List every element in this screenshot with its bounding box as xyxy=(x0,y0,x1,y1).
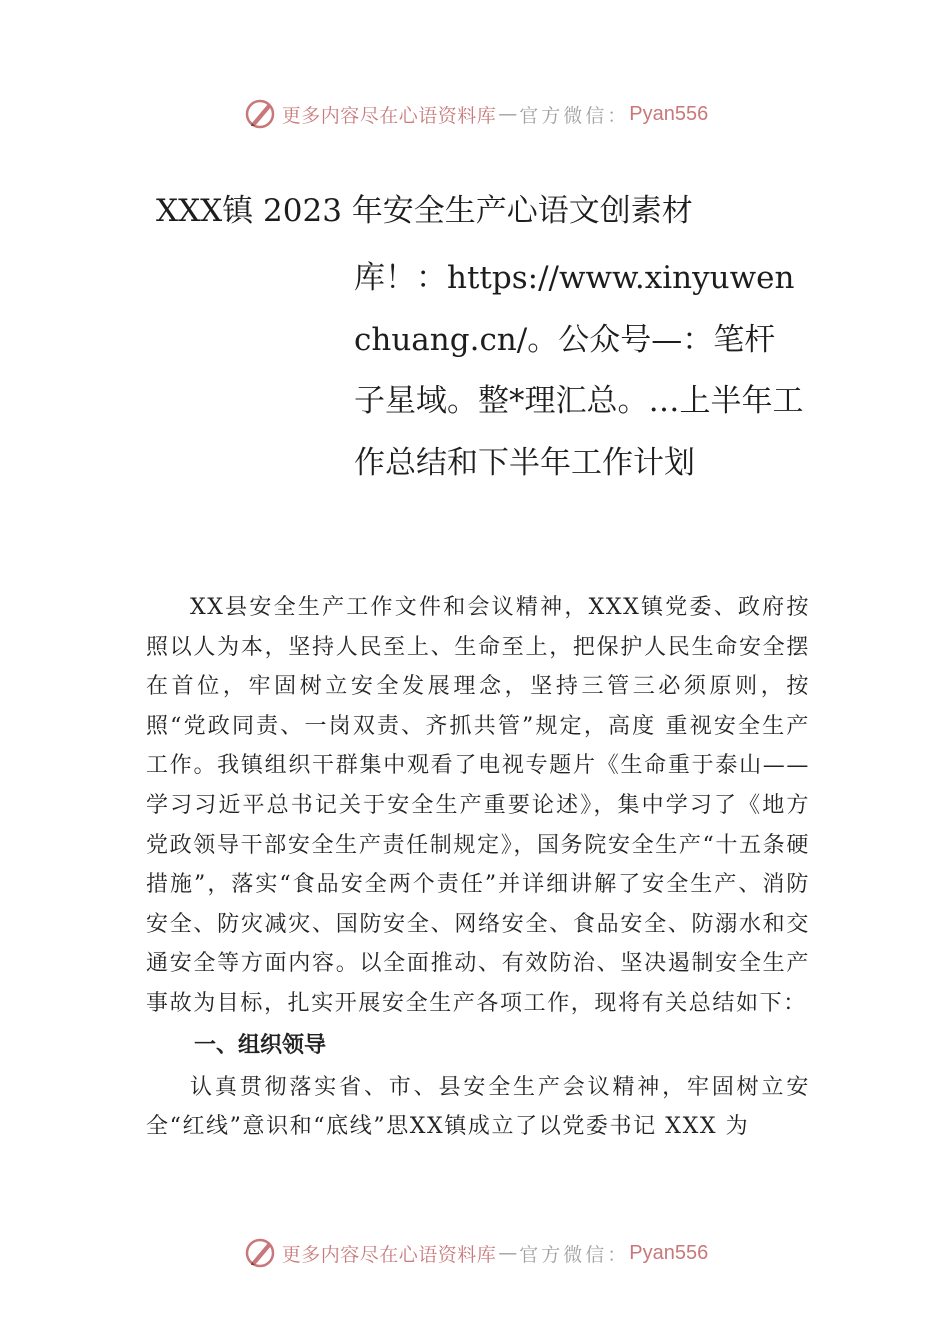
section-heading: 一、组织领导 xyxy=(194,1032,327,1058)
footer-banner xyxy=(0,1233,950,1273)
body-paragraph: 认真贯彻落实省、市、县安全生产会议精神，牢固树立安全“红线”意识和“底线”思XX镇成立了以党委书记 XXX 为 xyxy=(146,1074,810,1140)
pen-logo-icon xyxy=(242,1235,278,1271)
document-title: XXX镇 2023 年安全生产心语文创素材 xyxy=(156,193,693,229)
document-title-continuation: 库！：https://www.xinyuwenchuang.cn/。公众号—：笔杆子星域。整*理汇总。…上半年工作总结和下半年工作计划 xyxy=(354,260,804,481)
banner-separator: — xyxy=(498,1242,518,1264)
banner-separator: — xyxy=(498,103,518,125)
banner-text: 更多内容尽在心语资料库 xyxy=(281,1243,497,1266)
body-paragraph: XX县安全生产工作文件和会议精神，XXX镇党委、政府按照以人为本，坚持人民至上、生命至上，把保护人民生命安全摆在首位，牢固树立安全发展理念，坚持三管三必须原则，按照“党政同责、一岗双责、齐抓共管”规定，高度 重视安全生产工作。我镇组织干群集中观看了电视专题片《生命重于泰山——学习习近平总书记关于安全生产重要论述》，集中学习了《地方党政领导干部安全生产责任制规定》，国务院安全生产“十五条硬措施”，落实“食品安全两个责任”并详细讲解了安全生产、消防安全、防灾减灾、国防安全、网络安全、食品安全、防溺水和交通安全等方面内容。以全面推动、有效防治、坚决遏制安全生产事故为目标，扎实开展安全生产各项工作，现将有关总结如下： xyxy=(146,595,810,1016)
header-banner xyxy=(0,94,950,134)
wechat-label: 官方微信： xyxy=(519,104,630,127)
wechat-label: 官方微信： xyxy=(519,1243,630,1266)
wechat-id: Pyan556 xyxy=(629,1241,709,1264)
pen-logo-icon xyxy=(242,96,278,132)
banner-text: 更多内容尽在心语资料库 xyxy=(281,104,497,127)
document-body xyxy=(146,588,810,1147)
wechat-id: Pyan556 xyxy=(629,102,709,125)
